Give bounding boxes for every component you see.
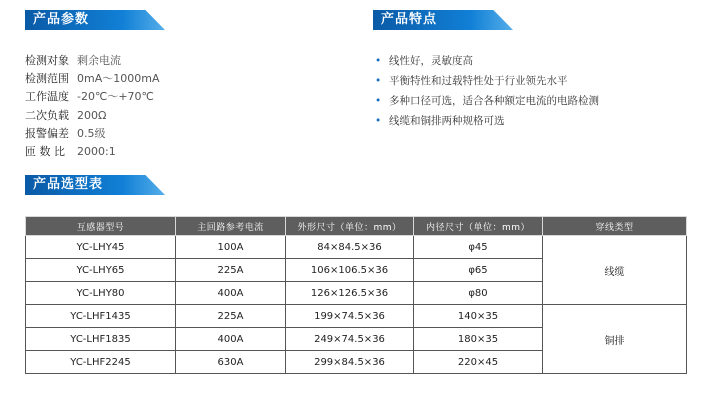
model-cell: YC-LHF2245 (26, 351, 176, 374)
param-label: 工作温度 (25, 90, 69, 104)
inner-size-cell: 220×45 (414, 351, 543, 374)
outer-size-cell: 249×74.5×36 (286, 328, 414, 351)
features-section-header (373, 10, 513, 30)
current-cell: 225A (176, 259, 286, 282)
param-value: 0.5级 (77, 126, 106, 140)
column-header: 外形尺寸（单位：mm） (286, 217, 414, 236)
column-header: 内径尺寸（单位：mm） (414, 217, 543, 236)
features-section-title: 产品特点 (381, 12, 438, 27)
bullet-icon: • (375, 55, 382, 67)
column-header: 主回路参考电流 (176, 217, 286, 236)
param-label: 二次负载 (25, 108, 69, 122)
params-section-header (25, 10, 165, 30)
feature-text: 线性好，灵敏度高 (389, 55, 473, 67)
selection-section-title: 产品选型表 (33, 177, 104, 192)
feature-item (375, 72, 599, 92)
current-cell: 225A (176, 305, 286, 328)
param-label: 检测范围 (25, 72, 69, 86)
inner-size-cell: 180×35 (414, 328, 543, 351)
param-value: 0mA～1000mA (77, 72, 160, 86)
bullet-icon: • (375, 75, 382, 87)
wire-type-cell: 铜排 (543, 305, 687, 374)
param-label: 匝 数 比 (25, 144, 65, 158)
model-cell: YC-LHF1435 (26, 305, 176, 328)
inner-size-cell: φ65 (414, 259, 543, 282)
bullet-icon: • (375, 95, 382, 107)
outer-size-cell: 84×84.5×36 (286, 236, 414, 259)
current-cell: 630A (176, 351, 286, 374)
current-cell: 400A (176, 328, 286, 351)
outer-size-cell: 299×84.5×36 (286, 351, 414, 374)
model-cell: YC-LHY65 (26, 259, 176, 282)
inner-size-cell: φ80 (414, 282, 543, 305)
selection-section-header (25, 175, 165, 195)
param-row (25, 125, 159, 143)
params-list (25, 52, 159, 161)
table-header-row (26, 217, 687, 236)
model-cell: YC-LHF1835 (26, 328, 176, 351)
inner-size-cell: φ45 (414, 236, 543, 259)
param-row (25, 52, 159, 70)
param-value: 200Ω (77, 108, 107, 122)
inner-size-cell: 140×35 (414, 305, 543, 328)
feature-item (375, 52, 599, 72)
feature-text: 线缆和铜排两种规格可选 (389, 115, 505, 127)
table-row (26, 236, 687, 259)
column-header: 互感器型号 (26, 217, 176, 236)
param-value: 2000:1 (77, 144, 116, 158)
selection-table (25, 216, 687, 374)
params-section-title: 产品参数 (33, 12, 90, 27)
features-list (375, 52, 599, 132)
table-row (26, 305, 687, 328)
outer-size-cell: 199×74.5×36 (286, 305, 414, 328)
param-row (25, 143, 159, 161)
current-cell: 400A (176, 282, 286, 305)
param-value: -20℃～+70℃ (77, 90, 154, 104)
bullet-icon: • (375, 115, 382, 127)
feature-item (375, 112, 599, 132)
param-row (25, 70, 159, 88)
model-cell: YC-LHY45 (26, 236, 176, 259)
param-value: 剩余电流 (77, 54, 121, 67)
feature-text: 平衡特性和过载特性处于行业领先水平 (389, 75, 568, 87)
param-row (25, 107, 159, 125)
outer-size-cell: 106×106.5×36 (286, 259, 414, 282)
column-header: 穿线类型 (543, 217, 687, 236)
feature-item (375, 92, 599, 112)
param-label: 检测对象 (25, 54, 69, 67)
outer-size-cell: 126×126.5×36 (286, 282, 414, 305)
param-label: 报警偏差 (25, 126, 69, 140)
param-row (25, 88, 159, 106)
current-cell: 100A (176, 236, 286, 259)
model-cell: YC-LHY80 (26, 282, 176, 305)
feature-text: 多种口径可选，适合各种额定电流的电路检测 (389, 95, 599, 107)
wire-type-cell: 线缆 (543, 236, 687, 305)
